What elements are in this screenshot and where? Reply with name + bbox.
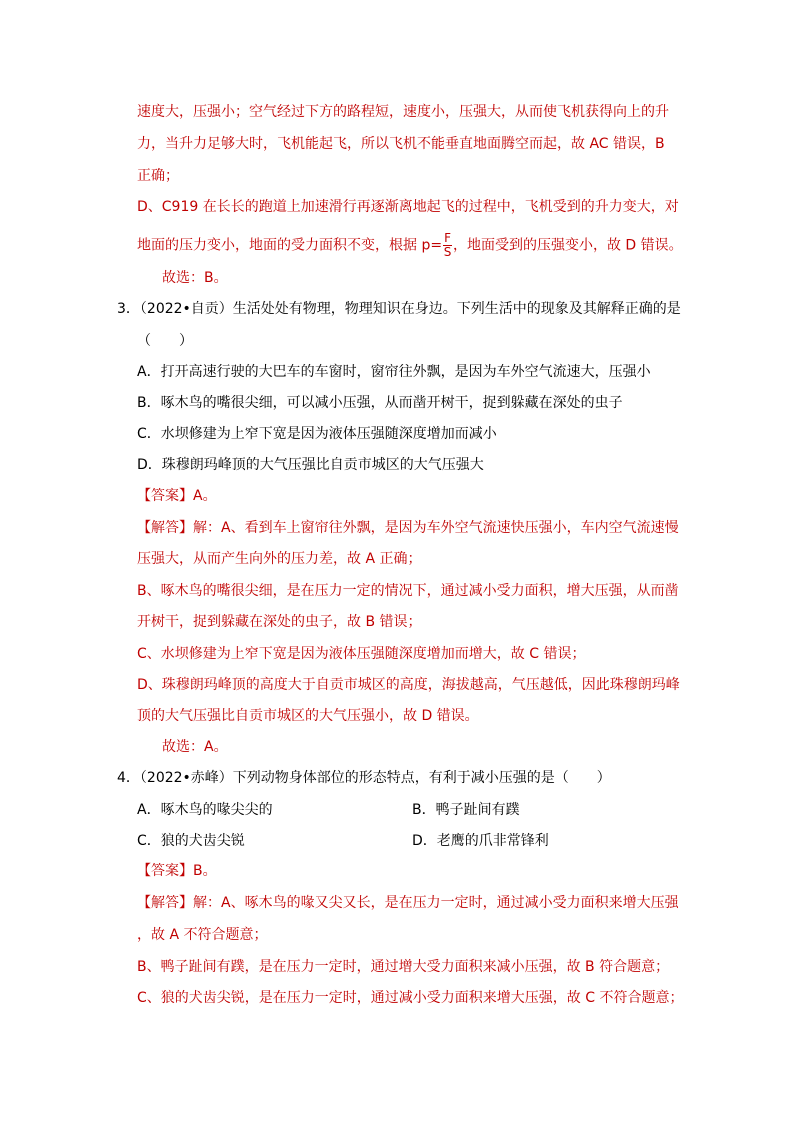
fraction-numerator: F — [444, 231, 451, 245]
q3-explanation-line-5: C、水坝修建为上窄下宽是因为液体压强随深度增加而增大，故 C 错误； — [137, 646, 586, 662]
q4-explanation-line-2: ，故 A 不符合题意； — [137, 927, 268, 943]
q3-answer: 【答案】A。 — [137, 488, 217, 504]
q3-option-d: D．珠穆朗玛峰顶的大气压强比自贡市城区的大气压强大 — [137, 457, 484, 473]
q2-explanation-line-2: 力，当升力足够大时，飞机能起飞，所以飞机不能垂直地面腾空而起，故 AC 错误，B — [137, 136, 665, 152]
q2-explanation-line-3: 正确； — [137, 168, 179, 184]
q2-explanation-line-5-end: ，地面受到的压强变小，故 D 错误。 — [452, 237, 683, 254]
q3-explanation-line-1: 【解答】解：A、看到车上窗帘往外飘，是因为车外空气流速快压强小，车内空气流速慢 — [137, 520, 679, 536]
q4-option-b: B．鸭子趾间有蹼 — [412, 802, 520, 818]
q3-explanation-line-4: 开树干，捉到躲藏在深处的虫子，故 B 错误； — [137, 614, 422, 630]
fraction-denominator: S — [443, 245, 452, 259]
q3-explanation-line-2: 压强大，从而产生向外的压力差，故 A 正确； — [137, 551, 422, 567]
q3-option-c: C．水坝修建为上窄下宽是因为液体压强随深度增加而减小 — [137, 426, 497, 442]
q4-explanation-line-4: C、狼的犬齿尖锐，是在压力一定时，通过减小受力面积来增大压强，故 C 不符合题意； — [137, 990, 684, 1006]
q2-explanation-line-5-start: 地面的压力变小，地面的受力面积不变，根据 p= — [137, 237, 443, 254]
q3-explanation-line-7: 顶的大气压强比自贡市城区的大气压强小，故 D 错误。 — [137, 708, 479, 724]
q3-explanation-line-6: D、珠穆朗玛峰顶的高度大于自贡市城区的高度，海拔越高，气压越低，因此珠穆朗玛峰 — [137, 677, 680, 693]
q3-stem-line-1: 3．（2022•自贡）生活处处有物理，物理知识在身边。下列生活中的现象及其解释正确的是 — [117, 301, 681, 317]
pressure-formula-fraction — [443, 232, 452, 259]
q3-option-b: B．啄木鸟的嘴很尖细，可以减小压强，从而凿开树干，捉到躲藏在深处的虫子 — [137, 395, 623, 411]
q3-explanation-line-3: B、啄木鸟的嘴很尖细，是在压力一定的情况下，通过减小受力面积，增大压强，从而凿 — [137, 583, 679, 599]
q2-choose: 故选：B。 — [162, 270, 228, 286]
q2-explanation-line-4: D、C919 在长长的跑道上加速滑行再逐渐离地起飞的过程中，飞机受到的升力变大，对 — [137, 199, 679, 215]
q4-explanation-line-3: B、鸭子趾间有蹼，是在压力一定时，通过增大受力面积来减小压强，故 B 符合题意； — [137, 959, 670, 975]
q3-stem-line-2: （ ） — [137, 333, 193, 349]
q4-option-a: A．啄木鸟的喙尖尖的 — [137, 802, 273, 818]
q4-answer: 【答案】B。 — [137, 863, 217, 879]
q3-choose: 故选：A。 — [162, 739, 228, 755]
q2-explanation-line-1: 速度大，压强小；空气经过下方的路程短，速度小，压强大，从而使飞机获得向上的升 — [137, 104, 669, 120]
q4-option-d: D．老鹰的爪非常锋利 — [412, 833, 549, 849]
q4-stem: 4．（2022•赤峰）下列动物身体部位的形态特点，有利于减小压强的是（ ） — [117, 770, 611, 786]
q2-explanation-line-5 — [137, 232, 683, 259]
q3-option-a: A．打开高速行驶的大巴车的车窗时，窗帘往外飘，是因为车外空气流速大，压强小 — [137, 364, 651, 380]
q4-option-c: C．狼的犬齿尖锐 — [137, 833, 245, 849]
q4-explanation-line-1: 【解答】解：A、啄木鸟的喙又尖又长，是在压力一定时，通过减小受力面积来增大压强 — [137, 895, 679, 911]
